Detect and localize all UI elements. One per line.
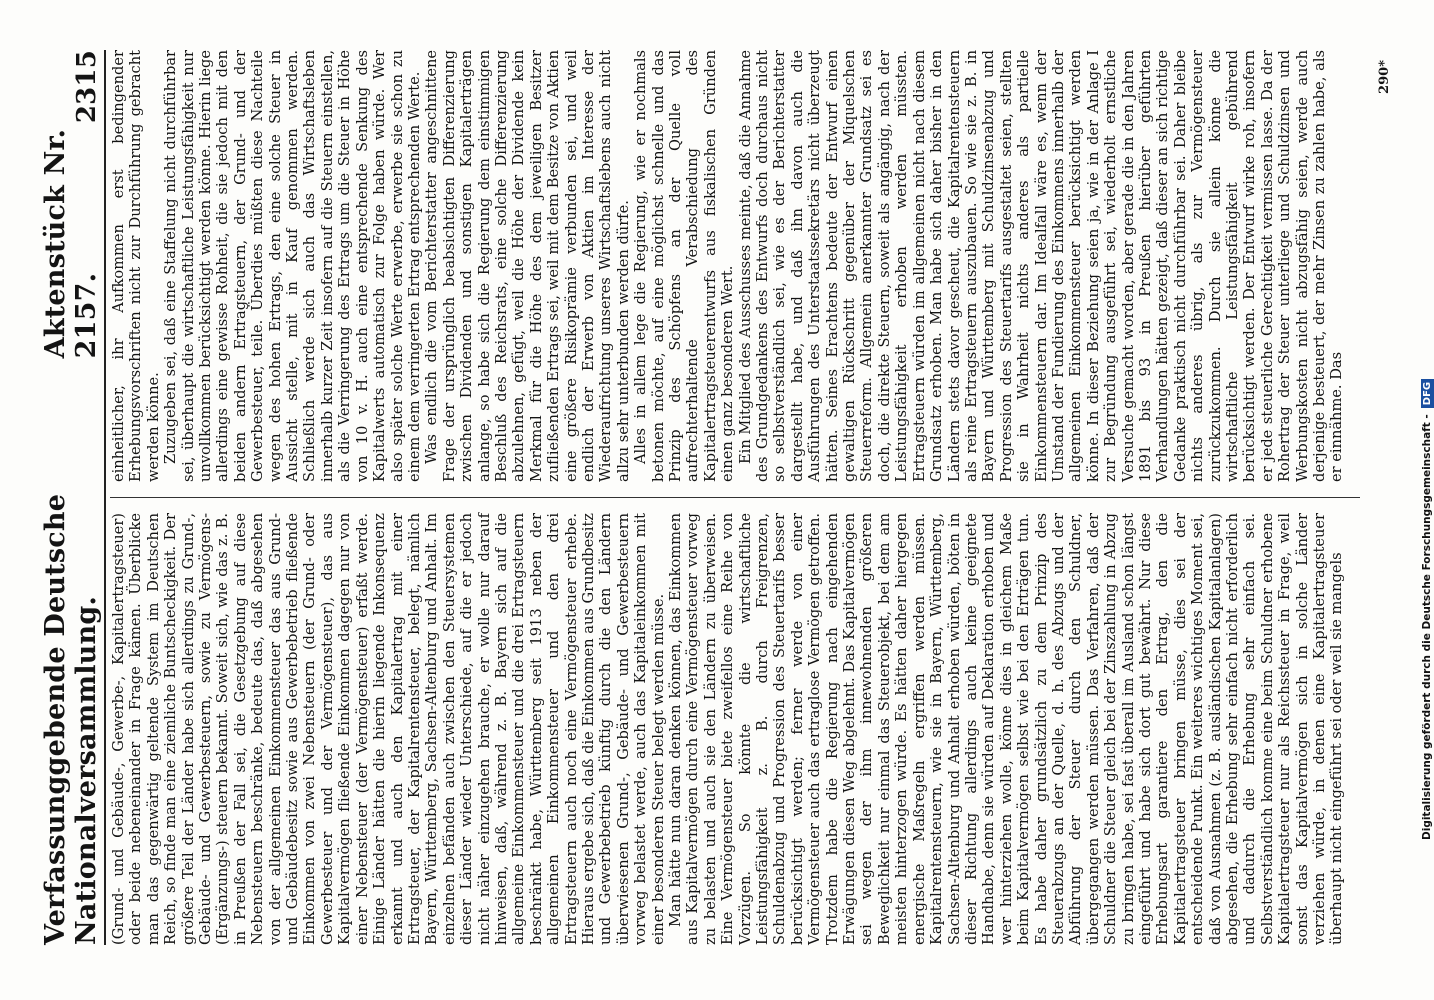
header-rule bbox=[104, 50, 106, 945]
paragraph: Zuzugeben sei, daß eine Staffelung nicht durchführbar sei, überhaupt die wirtschaftliche Leistungsfähigkeit nur unvollkommen berücksichtigt werden könne. Hierin liege allerdings eine gewisse Rohheit, die sie jedoch mit den beiden andern Ertragsteuern, der Grund- und der Gewerbesteuer, teile. Überdies müßten diese Nachteile wegen des hohen Ertrags, den eine solche Steuer in Aussicht stelle, mit in Kauf genommen werden. Schließlich werde sich auch das Wirtschaftsleben innerhalb kurzer Zeit insofern auf die Steuern einstellen, als die Verringerung des Ertrags um die Steuer in Höhe von 10 v. H. auch eine entsprechende Senkung des Kapitalwerts automatisch zur Folge haben würde. Wer also später solche Werte erwerbe, erwerbe sie schon zu einem dem verringerten Ertrag entsprechenden Werte. bbox=[162, 50, 423, 482]
paragraph: (Grund- und Gebäude-, Gewerbe-, Kapitalertragsteuer) oder beide nebeneinander in Frage kämen. Überblicke man das gegenwärtig geltende System im Deutschen Reich, so finde man eine ziemliche Buntscheckigkeit. Der größere Teil der Länder habe sich allerdings zu Grund-, Gebäude- und Gewerbesteuern, sowie zu Vermögens- (Ergänzungs-) steuern bekannt. Soweit sich, wie das z. B. in Preußen der Fall sei, die Gesetzgebung auf diese Nebensteuern beschränke, bedeute das, daß abgesehen von der allgemeinen Einkommensteuer das aus Grund- und Gebäudebesitz sowie aus Gewerbebetrieb fließende Einkommen von zwei Nebensteuern (der Grund- oder Gewerbesteuer und der Vermögensteuer), das aus Kapitalvermögen fließende Einkommen dagegen nur von einer Nebensteuer (der Vermögensteuer) erfaßt werde. Einige Länder hätten die hierin liegende Inkonsequenz erkannt und auch den Kapitalertrag mit einer Ertragsteuer, der Kapitalrentensteuer, belegt, nämlich Bayern, Württemberg, Sachsen-Altenburg und Anhalt. Im einzelnen befänden auch zwischen den Steuersystemen dieser Länder wieder Unterschiede, auf die er jedoch nicht näher einzugehen brauche, er wolle nur darauf hinweisen, daß, während z. B. Bayern sich auf die allgemeine Einkommensteuer und die drei Ertragsteuern beschränkt habe, Württemberg seit 1913 neben der allgemeinen Einkommensteuer und den drei Ertragsteuern auch noch eine Vermögensteuer erhebe. Hieraus ergebe sich, daß die Einkommen aus Grundbesitz und Gewerbebetrieb künftig durch die den Ländern überwiesenen Grund-, Gebäude- und Gewerbesteuern vorweg belastet werde, auch das Kapitaleinkommen mit einer besonderen Steuer belegt werden müsse. bbox=[110, 513, 667, 945]
paragraph: Ein Mitglied des Ausschusses meinte, daß die Annahme des Grundgedankens des Entwurfs doch durchaus nicht so selbstverständlich sei, wie es der Berichterstatter dargestellt habe, und daß ihn davon auch die Ausführungen des Unterstaatssekretärs nicht überzeugt hätten. Seines Erachtens bedeute der Entwurf einen gewaltigen Rückschritt gegenüber der Miquelschen Steuerreform. Allgemein anerkannter Grundsatz sei es doch, die direkte Steuern, soweit als angängig, nach der Leistungsfähigkeit erhoben werden müssten. Ertragsteuern würden im allgemeinen nicht nach diesem Grundsatz erhoben. Man habe sich daher bisher in den Ländern stets davor gescheut, die Kapitalrentensteuern als reine Ertragsteuern auszubauen. So wie sie z. B. in Bayern und Württemberg mit Schuldzinsenabzug und Progression des Steuertarifs ausgestaltet seien, stellten sie in Wahrheit nichts anderes als partielle Einkommensteuern dar. Im Idealfall wäre es, wenn der Umstand der Fundierung des Einkommens innerhalb der allgemeinen Einkommensteuer berücksichtigt werden könne. In dieser Beziehung seien ja, wie in der Anlage I zur Begründung ausgeführt sei, wiederholt ernstliche Versuche gemacht worden, aber gerade die in den Jahren 1891 bis 93 in Preußen hierüber geführten Verhandlungen hätten gezeigt, daß dieser an sich richtige Gedanke praktisch nicht durchführbar sei. Daher bleibe nichts anderes übrig, als zur Vermögensteuer zurückzukommen. Durch sie allein könne die wirtschaftliche Leistungsfähigkeit gebührend berücksichtigt werden. Der Entwurf wirke roh, insofern er jede steuerliche Gerechtigkeit vermissen lasse. Da der Rohertrag der Steuer unterliege und Schuldzinsen und Werbungskosten nicht abzugsfähig seien, werde auch derjenige besteuert, der mehr Zinsen zu zahlen habe, als er einnähme. Das bbox=[736, 50, 1346, 482]
paragraph: einheitlicher, ihr Aufkommen erst bedingender Erhebungsvorschriften nicht zur Durchführung gebracht werden könne. bbox=[110, 50, 162, 482]
paragraph: Alles in allem lege die Regierung, wie er nochmals betonen möchte, auf eine möglichst schnelle und das Prinzip des Schöpfens an der Quelle voll aufrechterhaltende Verabschiedung des Kapitalertragsteuerentwurfs aus fiskalischen Gründen einen ganz besonderen Wert. bbox=[632, 50, 737, 482]
dfg-logo: DFG bbox=[1421, 379, 1434, 408]
credit-text: Digitalisierung gefördert durch die Deutsche Forschungsgemeinschaft - bbox=[1421, 414, 1433, 840]
sheet-signature: 290* bbox=[1377, 60, 1392, 94]
paragraph: Man hätte nun daran denken können, das Einkommen aus Kapitalvermögen durch eine Vermögensteuer vorweg zu belasten und auch sie den Ländern zu überweisen. Eine Vermögensteuer biete zweifellos eine Reihe von Vorzügen. So könnte die wirtschaftliche Leistungsfähigkeit z. B. durch Freigrenzen, Schuldenabzug und Progression des Steuertarifs besser berücksichtigt werden; ferner werde von einer Vermögensteuer auch das ertraglose Vermögen getroffen. Trotzdem habe die Regierung nach eingehenden Erwägungen diesen Weg abgelehnt. Das Kapitalvermögen sei wegen der ihm innewohnenden größeren Beweglichkeit nur einmal das Steuerobjekt, bei dem am meisten hinterzogen würde. Es hätten daher hiergegen energische Maßregeln ergriffen werden müssen. Kapitalrentensteuern, wie sie in Bayern, Württemberg, Sachsen-Altenburg und Anhalt erhoben würden, böten in dieser Richtung allerdings auch keine geeignete Handhabe, denn sie würden auf Deklaration erhoben und wer hinterziehen wolle, könne dies in gleichem Maße beim Kapitalvermögen selbst wie bei den Erträgen tun. Es habe daher grundsätzlich zu dem Prinzip des Steuerabzugs an der Quelle, d. h. des Abzugs und der Abführung der Steuer durch den Schuldner, übergegangen werden müssen. Das Verfahren, daß der Schuldner die Steuer gleich bei der Zinszahlung in Abzug zu bringen habe, sei fast überall im Ausland schon längst eingeführt und habe sich dort gut bewährt. Nur diese Erhebungsart garantiere den Ertrag, den die Kapitalertragsteuer bringen müsse, dies sei der entscheidende Punkt. Ein weiteres wichtiges Moment sei, daß von Ausnahmen (z. B. ausländischen Kapitalanlagen) abgesehen, die Erhebung sehr einfach nicht erforderlich und dadurch die Erhebung sehr einfach sei. Selbstverständlich komme eine beim Schuldner erhobene Kapitalertragsteuer nur als Reichssteuer in Frage, weil sonst das Kapitalvermögen sich in solche Länder verziehen würde, in denen eine Kapitalertragsteuer überhaupt nicht eingeführt sei oder weil sie mangels bbox=[667, 513, 1346, 945]
header-doc-ref: Aktenstück Nr. 2157. bbox=[40, 128, 102, 359]
page-number: 2315 bbox=[72, 50, 102, 124]
header-title: Verfassunggebende Deutsche Nationalversammlung. bbox=[40, 493, 102, 945]
page-header bbox=[40, 50, 102, 945]
paragraph: Was endlich die vom Berichterstatter angeschnittene Frage der ursprünglich beabsichtigten Differenzierung zwischen Dividenden und sonstigen Kapitalerträgen anlange, so habe sich die Regierung dem einstimmigen Beschluß des Reichsrats, eine solche Differenzierung abzulehnen, gefügt, weil die Höhe der Dividende kein Merkmal für die Höhe des dem jeweiligen Besitzer zufließenden Ertrags sei, weil mit dem Besitze von Aktien eine größere Risikoprämie verbunden sei, und weil endlich der Erwerb von Aktien im Interesse der Wiederaufrichtung unseres Wirtschaftslebens auch nicht allzu sehr unterbunden werden dürfe. bbox=[423, 50, 632, 482]
column-right bbox=[110, 50, 1365, 482]
column-left bbox=[110, 513, 1365, 945]
column-divider bbox=[110, 497, 1360, 498]
digitization-credit bbox=[1418, 0, 1434, 1000]
text-columns bbox=[110, 50, 1360, 945]
